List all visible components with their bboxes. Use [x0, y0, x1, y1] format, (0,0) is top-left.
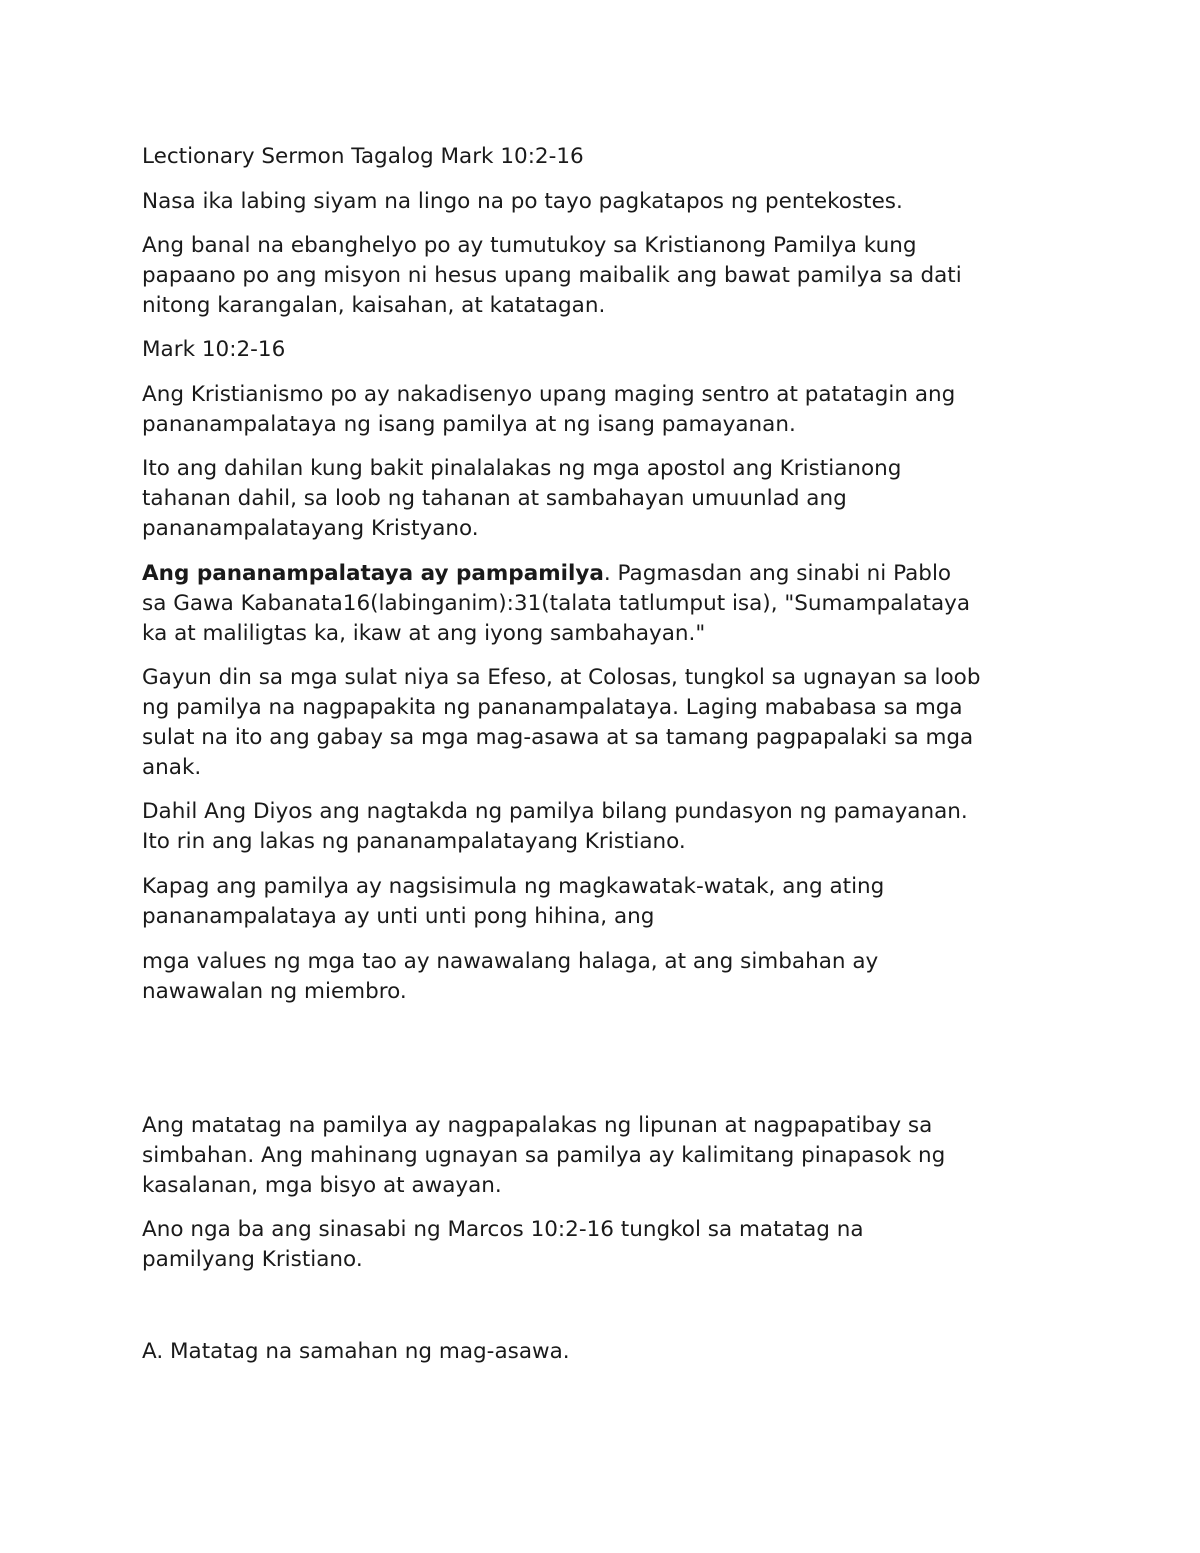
paragraph-strong-family: Ang matatag na pamilya ay nagpapalakas ng lipunan at nagpapatibay sa simbahan. Ang mahinang ugnayan sa pamilya ay kalimitang pinapasok ng kasalanan, mga bisyo at awayan.: [142, 1113, 946, 1198]
paragraph-reference: Mark 10:2-16: [142, 337, 286, 362]
paragraph-letters: Gayun din sa mga sulat niya sa Efeso, at Colosas, tungkol sa ugnayan sa loob ng pamilya na nagpapakita ng pananampalataya. Laging mababasa sa mga sulat na ito ang gabay sa mga mag-asawa at sa tamang pagpapalaki sa mga anak.: [142, 665, 981, 780]
paragraph-family-faith: [142, 559, 1072, 649]
paragraph-family-faith-rest: . Pagmasdan ang sinabi ni Pablo sa Gawa Kabanata16(labinganim):31(talata tatlumput isa), "Sumampalataya ka at maliligtas ka, ikaw at ang iyong sambahayan.": [142, 561, 971, 646]
document-title: Lectionary Sermon Tagalog Mark 10:2-16: [142, 144, 584, 169]
paragraph-question: Ano nga ba ang sinasabi ng Marcos 10:2-16 tungkol sa matatag na pamilyang Kristiano.: [142, 1217, 864, 1272]
paragraph-values: mga values ng mga tao ay nawawalang halaga, at ang simbahan ay nawawalan ng miembro.: [142, 949, 879, 1004]
paragraph-christianity-design: Ang Kristianismo po ay nakadisenyo upang maging sentro at patatagin ang pananampalataya ng isang pamilya at ng isang pamayanan.: [142, 382, 956, 437]
paragraph-intro: Nasa ika labing siyam na lingo na po tayo pagkatapos ng pentekostes.: [142, 189, 903, 214]
bold-heading: Ang pananampalataya ay pampamilya: [142, 561, 604, 586]
paragraph-foundation: Dahil Ang Diyos ang nagtakda ng pamilya bilang pundasyon ng pamayanan. Ito rin ang lakas ng pananampalatayang Kristiano.: [142, 799, 968, 854]
section-heading-a: A. Matatag na samahan ng mag-asawa.: [142, 1339, 570, 1364]
paragraph-apostles: Ito ang dahilan kung bakit pinalalakas ng mga apostol ang Kristianong tahanan dahil, sa loob ng tahanan at sambahayan umuunlad ang pananampalatayang Kristyano.: [142, 456, 902, 541]
paragraph-division: Kapag ang pamilya ay nagsisimula ng magkawatak-watak, ang ating pananampalataya ay unti unti pong hihina, ang: [142, 874, 885, 929]
paragraph-gospel-focus: Ang banal na ebanghelyo po ay tumutukoy sa Kristianong Pamilya kung papaano po ang misyon ni hesus upang maibalik ang bawat pamilya sa dati nitong karangalan, kaisahan, at katatagan.: [142, 233, 962, 318]
